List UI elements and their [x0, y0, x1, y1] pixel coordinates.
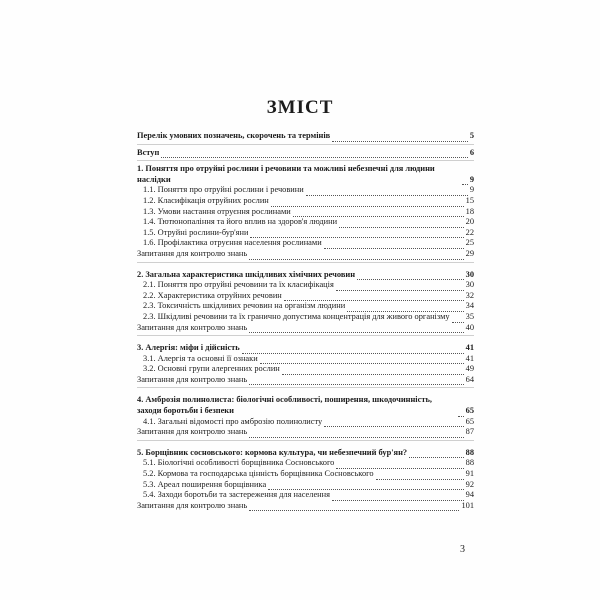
toc-entry-page: 9 — [469, 185, 474, 195]
toc-entry — [137, 312, 474, 323]
toc-entry-page: 20 — [465, 217, 474, 227]
toc-section-heading — [137, 164, 474, 185]
page-number: 3 — [460, 544, 465, 555]
leader-dots — [249, 503, 459, 511]
toc-entry-page: 88 — [465, 458, 474, 468]
toc-heading-page: 30 — [465, 269, 474, 279]
toc-entry — [137, 427, 474, 438]
toc-entry-page: 5 — [469, 131, 474, 140]
toc-entry — [137, 148, 474, 159]
toc-section-5 — [137, 441, 474, 514]
toc-entry-page: 94 — [465, 490, 474, 500]
toc-heading-page: 88 — [465, 447, 474, 457]
leader-dots — [339, 220, 464, 228]
toc-entry-text: 2.2. Характеристика отруйних речовин — [143, 290, 282, 300]
toc-entry — [137, 490, 474, 501]
toc-entry-page: 87 — [465, 427, 474, 437]
leader-dots — [458, 409, 464, 417]
leader-dots — [306, 188, 468, 196]
toc-entry — [137, 207, 474, 218]
toc-entry-text: 5.1. Біологічні особливості борщівника Сосновського — [143, 458, 335, 468]
toc-entry-text: Перелік умовних позначень, скорочень та термінів — [137, 131, 331, 140]
toc-entry-page: 29 — [465, 248, 474, 258]
toc-entry-page: 18 — [465, 206, 474, 216]
toc-entry — [137, 323, 474, 334]
toc-entry-text: 3.1. Алергія та основні її ознаки — [143, 353, 258, 363]
toc-heading-text: 5. Борщівник сосновського: кормова культура, чи небезпечний бур'ян? — [137, 447, 408, 457]
leader-dots — [293, 209, 464, 217]
leader-dots — [357, 272, 464, 280]
leader-dots — [409, 450, 464, 458]
leader-dots — [347, 304, 463, 312]
toc-entry-text: Запитання для контролю знань — [137, 248, 248, 258]
toc-entry — [137, 375, 474, 386]
leader-dots — [462, 177, 468, 185]
toc-entry-text: 1.1. Поняття про отруйні рослини і речовини — [143, 185, 304, 195]
table-of-contents — [137, 128, 474, 513]
toc-section-heading — [137, 270, 474, 281]
toc-entry-page: 22 — [465, 227, 474, 237]
leader-dots — [332, 134, 468, 142]
toc-entry-text: 5.2. Кормова та господарська цінність борщівника Сосновського — [143, 469, 374, 479]
toc-entry-text: 1.2. Класифікація отруйних рослин — [143, 195, 269, 205]
leader-dots — [282, 367, 464, 375]
toc-heading-text: 4. Амброзія полинолиста: біологічні особливості, поширення, шкодочинність, заходи боротьби і безпеки — [137, 395, 432, 416]
toc-entry-text: 1.3. Умови настання отруєння рослинами — [143, 206, 291, 216]
toc-entry-page: 25 — [465, 238, 474, 248]
toc-heading-page: 65 — [465, 406, 474, 416]
toc-entry-text: 1.6. Профілактика отруєння населення рослинами — [143, 238, 322, 248]
toc-entry-page: 15 — [465, 195, 474, 205]
toc-entry-page: 40 — [465, 322, 474, 332]
leader-dots — [336, 461, 463, 469]
leader-dots — [324, 241, 464, 249]
leader-dots — [268, 482, 463, 490]
toc-entry-text: 2.3. Токсичність шкідливих речовин на організм людини — [143, 301, 346, 311]
toc-heading-text: 2. Загальна характеристика шкідливих хімічних речовин — [137, 269, 356, 279]
leader-dots — [271, 199, 464, 207]
toc-intro — [137, 145, 474, 162]
toc-entry — [137, 291, 474, 302]
leader-dots — [332, 493, 464, 501]
toc-entry-text: 1.4. Тютюнопаління та його вплив на здоров'я людини — [143, 217, 338, 227]
toc-entry — [137, 469, 474, 480]
toc-entry-page: 34 — [465, 301, 474, 311]
toc-entry-text: Запитання для контролю знань — [137, 427, 248, 437]
toc-heading-text: 3. Алергія: міфи і дійсність — [137, 343, 240, 353]
leader-dots — [161, 150, 467, 158]
leader-dots — [249, 377, 463, 385]
toc-entry — [137, 196, 474, 207]
leader-dots — [249, 252, 463, 260]
toc-entry — [137, 238, 474, 249]
toc-entry — [137, 501, 474, 512]
toc-entry-page: 35 — [465, 311, 474, 321]
toc-entry — [137, 249, 474, 260]
toc-entry-page: 49 — [465, 364, 474, 374]
toc-entry-page: 32 — [465, 290, 474, 300]
toc-entry-text: 1.5. Отруйні рослини-бур'яни — [143, 227, 249, 237]
toc-entry — [137, 354, 474, 365]
toc-entry-page: 6 — [469, 147, 474, 157]
toc-entry-text: 5.4. Заходи боротьби та застереження для населення — [143, 490, 330, 500]
toc-section-heading — [137, 448, 474, 459]
leader-dots — [284, 293, 464, 301]
toc-entry-text: 5.3. Ареал поширення борщівника — [143, 479, 267, 489]
toc-section-2 — [137, 263, 474, 337]
toc-heading-page: 9 — [469, 174, 474, 184]
toc-entry — [137, 364, 474, 375]
toc-heading-page: 41 — [465, 343, 474, 353]
toc-entry-page: 65 — [465, 416, 474, 426]
toc-entry — [137, 217, 474, 228]
toc-section-4 — [137, 388, 474, 440]
toc-entry — [137, 280, 474, 291]
leader-dots — [376, 472, 464, 480]
leader-dots — [242, 346, 464, 354]
toc-entry-page: 64 — [465, 374, 474, 384]
toc-entry-text: 2.3. Шкідливі речовини та їх гранично допустима концентрація для живого організму — [143, 311, 450, 321]
toc-section-heading — [137, 343, 474, 354]
toc-entry — [137, 417, 474, 428]
toc-entry — [137, 301, 474, 312]
toc-section-1 — [137, 161, 474, 262]
toc-entry-text: Вступ — [137, 147, 160, 157]
toc-entry-page: 30 — [465, 280, 474, 290]
toc-entry-page: 101 — [461, 500, 474, 510]
toc-entry — [137, 228, 474, 239]
leader-dots — [249, 430, 463, 438]
toc-section-3 — [137, 336, 474, 388]
toc-entry — [137, 458, 474, 469]
toc-heading-text: 1. Поняття про отруйні рослини і речовини та можливі небезпечні для людини наслідки — [137, 164, 435, 184]
toc-entry — [137, 480, 474, 491]
toc-entry-text: Запитання для контролю знань — [137, 322, 248, 332]
leader-dots — [452, 315, 464, 323]
toc-section-heading — [137, 395, 474, 416]
toc-entry-text: 2.1. Поняття про отруйні речовини та їх класифікація — [143, 280, 334, 290]
toc-entry-text: 4.1. Загальні відомості про амброзію полинолисту — [143, 416, 323, 426]
toc-entry — [137, 185, 474, 196]
leader-dots — [336, 283, 464, 291]
toc-entry-text: Запитання для контролю знань — [137, 500, 248, 510]
toc-entry-text: Запитання для контролю знань — [137, 374, 248, 384]
toc-entry-page: 92 — [465, 479, 474, 489]
toc-entry-text: 3.2. Основні групи алергенних рослин — [143, 364, 280, 374]
toc-entry-page: 91 — [465, 469, 474, 479]
page-title: ЗМІСТ — [266, 97, 334, 118]
toc-entry-page: 41 — [465, 353, 474, 363]
leader-dots — [249, 325, 463, 333]
leader-dots — [324, 419, 463, 427]
leader-dots — [260, 356, 464, 364]
leader-dots — [250, 230, 463, 238]
toc-front-matter — [137, 128, 474, 145]
toc-entry — [137, 131, 474, 142]
